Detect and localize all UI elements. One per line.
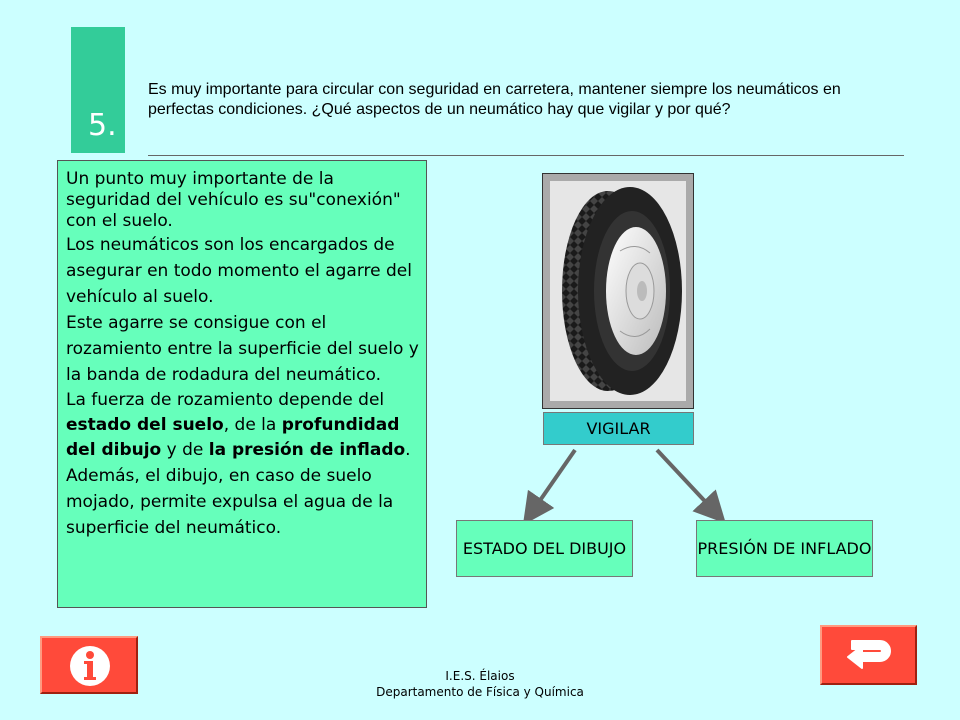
arrow-to-estado: [532, 450, 575, 512]
bold-presion-inflado: la presión de inflado: [208, 440, 406, 460]
text-fragment: , de la: [223, 415, 282, 435]
arrow-to-presion: [657, 450, 715, 512]
return-button[interactable]: [820, 625, 917, 685]
bold-estado-suelo: estado del suelo: [66, 415, 224, 435]
question-number: 5.: [88, 108, 117, 143]
explanation-paragraph-5: Además, el dibujo, en caso de suelo mojado, permite expulsa el agua de la superficie del neumático.: [66, 466, 394, 538]
estado-dibujo-box: ESTADO DEL DIBUJO: [456, 520, 633, 577]
explanation-box: [57, 160, 427, 608]
presion-inflado-box: PRESIÓN DE INFLADO: [696, 520, 873, 577]
vigilar-box: VIGILAR: [543, 412, 694, 445]
explanation-paragraph-4: [66, 388, 422, 463]
text-fragment: y de: [161, 440, 209, 460]
info-button[interactable]: [40, 636, 138, 694]
tire-image-frame: [542, 173, 694, 409]
divider: [148, 155, 904, 156]
return-arrow-icon: [844, 635, 894, 675]
text-fragment: La fuerza de rozamiento depende del: [66, 390, 385, 410]
info-icon: [68, 644, 112, 688]
footer-school: I.E.S. Élaios: [445, 669, 515, 683]
text-fragment: .: [405, 440, 411, 460]
explanation-paragraph-1: Un punto muy importante de la seguridad del vehículo es su"conexión" con el suelo.: [66, 169, 401, 231]
explanation-paragraph-2: Los neumáticos son los encargados de asegurar en todo momento el agarre del vehículo al suelo.: [66, 235, 412, 307]
bold-profundidad-dibujo: profundidad del dibujo: [66, 415, 400, 460]
footer: [330, 668, 630, 700]
explanation-paragraph-3: Este agarre se consigue con el rozamiento entre la superficie del suelo y la banda de rodadura del neumático.: [66, 313, 419, 385]
footer-department: Departamento de Física y Química: [376, 685, 584, 699]
tire-icon: [550, 181, 686, 401]
question-text: Es muy importante para circular con seguridad en carretera, mantener siempre los neumáticos en perfectas condiciones. ¿Qué aspectos de un neumático hay que vigilar y por qué?: [148, 81, 841, 118]
tire-image: [550, 181, 686, 401]
